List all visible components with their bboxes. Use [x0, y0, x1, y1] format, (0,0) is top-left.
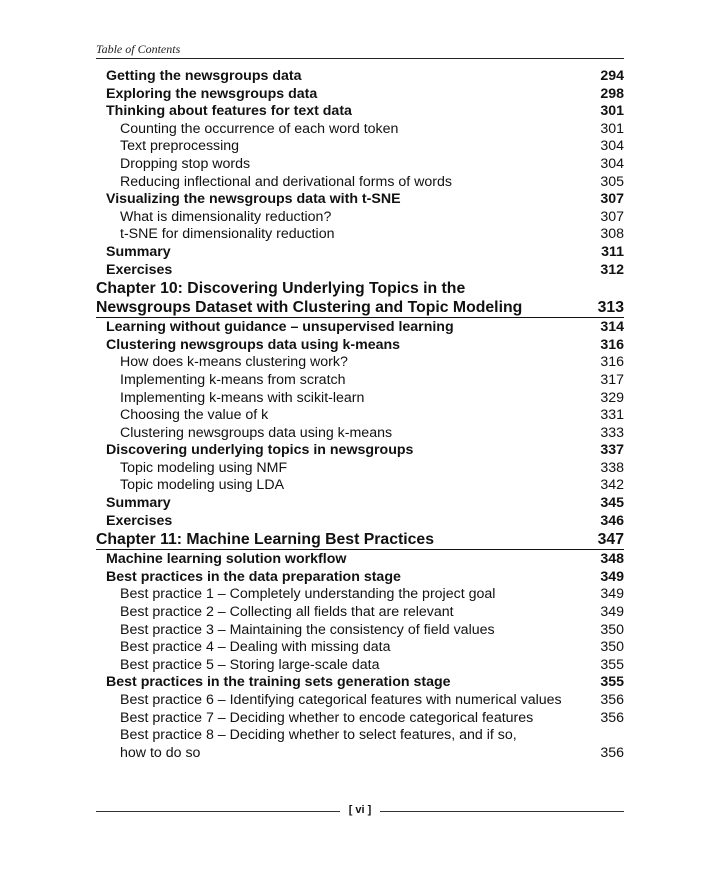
toc-subsection-entry[interactable]: [96, 657, 624, 675]
toc-section-entry[interactable]: [96, 191, 624, 209]
toc-subsection-entry[interactable]: [96, 354, 624, 372]
toc-section-entry[interactable]: [96, 319, 624, 337]
toc-entry-title: What is dimensionality reduction?: [120, 208, 332, 225]
toc-entry-title: Best practice 5 – Storing large-scale data: [120, 656, 380, 673]
toc-entry-page: 349: [600, 586, 624, 603]
toc-entry-title: Dropping stop words: [120, 155, 251, 172]
toc-entry-page: 331: [600, 407, 624, 424]
toc-entry-title: Summary: [106, 495, 171, 512]
toc-entry-page: 342: [600, 477, 624, 494]
toc-entry-page: 349: [600, 604, 624, 621]
toc-section-entry[interactable]: [96, 68, 624, 86]
toc-entry-title: Best practice 7 – Deciding whether to encode categorical features: [120, 709, 534, 726]
toc-entry-title: Best practice 2 – Collecting all fields that are relevant: [120, 604, 454, 621]
toc-subsection-entry[interactable]: [96, 586, 624, 604]
toc-entry-title: Newsgroups Dataset with Clustering and Topic Modeling: [96, 299, 523, 317]
toc-entry-title: How does k-means clustering work?: [120, 354, 348, 371]
toc-entry-page: 301: [600, 103, 624, 120]
toc-section-entry[interactable]: [96, 262, 624, 280]
toc-entry-page: 316: [600, 336, 624, 353]
toc-entry-title: Exploring the newsgroups data: [106, 85, 318, 102]
toc-entry-page: 311: [601, 243, 624, 260]
toc-subsection-entry[interactable]: [96, 477, 624, 495]
toc-entry-page: 305: [600, 173, 624, 190]
toc-section-entry[interactable]: [96, 103, 624, 121]
toc-subsection-entry[interactable]: [96, 121, 624, 139]
footer-rule-right: [380, 811, 624, 812]
toc-entry-title: Exercises: [106, 261, 173, 278]
toc-subsection-entry[interactable]: [96, 372, 624, 390]
toc-entry-title: Chapter 10: Discovering Underlying Topics in the: [96, 280, 466, 298]
toc-entry-title: Choosing the value of k: [120, 407, 269, 424]
toc-entry-title: Summary: [106, 243, 171, 260]
toc-subsection-entry[interactable]: [96, 604, 624, 622]
toc-entry-title: Visualizing the newsgroups data with t-SNE: [106, 191, 401, 208]
toc-entry-title: Thinking about features for text data: [106, 103, 352, 120]
toc-entry-page: 333: [600, 424, 624, 441]
toc-entry-page: 313: [597, 299, 624, 317]
toc-entry-page: 349: [600, 568, 624, 585]
toc-entry-page: 308: [600, 226, 624, 243]
toc-entry-page: 356: [600, 744, 624, 761]
toc-entry-page: 350: [600, 639, 624, 656]
toc-entry-title: Best practice 3 – Maintaining the consistency of field values: [120, 621, 495, 638]
toc-subsection-entry[interactable]: [96, 174, 624, 192]
toc-section-entry[interactable]: [96, 513, 624, 531]
toc-subsection-entry[interactable]: [96, 407, 624, 425]
toc-subsection-entry[interactable]: [96, 622, 624, 640]
toc-entry-title: Best practices in the training sets generation stage: [106, 674, 451, 691]
toc-entry-page: 338: [600, 459, 624, 476]
toc-subsection-entry[interactable]: [96, 692, 624, 710]
toc-entry-page: 304: [600, 155, 624, 172]
toc-entry-page: 350: [600, 621, 624, 638]
toc-entry-title: Best practice 8 – Deciding whether to select features, and if so,: [120, 727, 517, 744]
toc-entry-page: 337: [600, 442, 624, 459]
toc-subsection-entry[interactable]: [96, 156, 624, 174]
toc-subsection-entry[interactable]: [96, 390, 624, 408]
toc-entry-page: 316: [600, 354, 624, 371]
toc-entry-page: 329: [600, 389, 624, 406]
toc-entry-page: 307: [600, 191, 624, 208]
toc-subsection-entry[interactable]: [96, 226, 624, 244]
toc-entry-page: 347: [597, 531, 624, 549]
toc-entry-title: Clustering newsgroups data using k-means: [120, 424, 393, 441]
toc-subsection-entry[interactable]: [96, 710, 624, 728]
toc-entry-title: Clustering newsgroups data using k-means: [106, 336, 401, 353]
toc-subsection-entry[interactable]: [96, 460, 624, 478]
toc-entry-page: 345: [600, 495, 624, 512]
toc-entry-page: 314: [600, 319, 624, 336]
toc-entry-title: Discovering underlying topics in newsgroups: [106, 442, 414, 459]
toc-entry-title: Best practice 1 – Completely understanding the project goal: [120, 586, 496, 603]
toc-entry-title: Topic modeling using NMF: [120, 459, 288, 476]
toc-section-entry[interactable]: [96, 569, 624, 587]
toc-entry-page: 294: [600, 68, 624, 84]
toc-chapter-entry[interactable]: [96, 279, 624, 298]
toc-entry-page: 301: [600, 120, 624, 137]
header-title: Table of Contents: [96, 42, 181, 56]
toc-entry-title: Chapter 11: Machine Learning Best Practices: [96, 531, 434, 549]
toc-entry-title: Machine learning solution workflow: [106, 551, 347, 568]
toc-entry-title: Reducing inflectional and derivational forms of words: [120, 173, 453, 190]
toc-entry-title: Best practice 4 – Dealing with missing data: [120, 639, 391, 656]
toc-entry-page: 356: [600, 709, 624, 726]
toc-entry-page: 304: [600, 138, 624, 155]
toc-section-entry[interactable]: [96, 495, 624, 513]
toc-entry-title: Learning without guidance – unsupervised learning: [106, 319, 454, 336]
toc-section-entry[interactable]: [96, 551, 624, 569]
toc-entry-page: 355: [600, 674, 624, 691]
toc-entry-page: 355: [600, 656, 624, 673]
toc-entry-title: Text preprocessing: [120, 138, 240, 155]
toc-entry-title: Getting the newsgroups data: [106, 68, 302, 84]
toc-entry-page: 307: [600, 208, 624, 225]
toc-subsection-entry[interactable]: [96, 138, 624, 156]
toc-entry-title: Topic modeling using LDA: [120, 477, 285, 494]
toc-section-entry[interactable]: [96, 337, 624, 355]
page-footer: [96, 802, 624, 822]
toc-entry-page: 312: [600, 261, 624, 278]
toc-subsection-entry[interactable]: [96, 727, 624, 745]
toc-section-entry[interactable]: [96, 86, 624, 104]
toc-section-entry[interactable]: [96, 442, 624, 460]
toc-entry-page: 348: [600, 551, 624, 568]
toc-entry-title: Implementing k-means from scratch: [120, 371, 346, 388]
toc-entry-page: 317: [600, 371, 624, 388]
toc-entry-title: Best practices in the data preparation stage: [106, 568, 401, 585]
toc-chapter-entry[interactable]: [96, 298, 624, 318]
toc-subsection-entry[interactable]: [96, 639, 624, 657]
toc-subsection-entry[interactable]: [96, 209, 624, 227]
toc-entry-title: t-SNE for dimensionality reduction: [120, 226, 335, 243]
toc-chapter-entry[interactable]: [96, 530, 624, 550]
page-number: [ vi ]: [348, 804, 372, 816]
toc-entry-title: Exercises: [106, 512, 173, 529]
toc-entry-page: 356: [600, 692, 624, 708]
toc-entry-title: how to do so: [120, 744, 201, 761]
toc-subsection-entry[interactable]: [96, 745, 624, 763]
toc-entry-page: 298: [600, 85, 624, 102]
toc-subsection-entry[interactable]: [96, 425, 624, 443]
toc-section-entry[interactable]: [96, 244, 624, 262]
running-header: [96, 40, 624, 59]
toc-entry-page: 346: [600, 512, 624, 529]
toc-entry-title: Best practice 6 – Identifying categorical features with numerical values: [120, 692, 562, 708]
toc-entry-title: Counting the occurrence of each word token: [120, 120, 399, 137]
toc-section-entry[interactable]: [96, 674, 624, 692]
table-of-contents: [96, 68, 624, 762]
toc-entry-title: Implementing k-means with scikit-learn: [120, 389, 365, 406]
